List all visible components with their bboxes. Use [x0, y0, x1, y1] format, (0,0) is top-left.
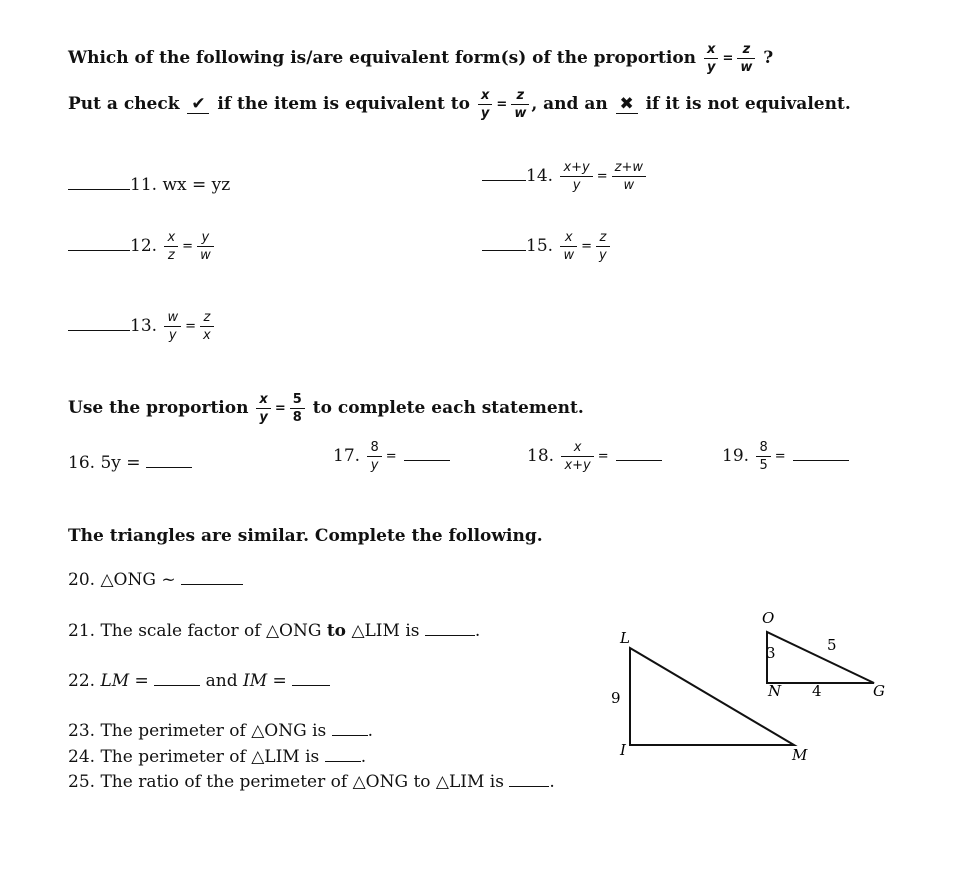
answer-blank-22-lm[interactable]	[154, 668, 200, 686]
question-25: 25. The ratio of the perimeter of △ONG to △LIM is .	[68, 769, 555, 792]
answer-blank-20[interactable]	[181, 567, 243, 585]
item-12: 12. $\frac{x}{z}$ = $\frac{y}{w}$	[68, 230, 216, 263]
x-mark-icon: ✖	[616, 96, 638, 114]
fraction-17: $\frac{8}{y}$	[367, 440, 381, 473]
label-l: L	[620, 629, 630, 647]
answer-blank-23[interactable]	[332, 718, 368, 736]
label-side-4: 4	[812, 682, 822, 700]
fraction-19: $\frac{8}{5}$	[756, 440, 770, 473]
answer-blank-24[interactable]	[325, 744, 361, 762]
fraction-15b: $\frac{z}{y}$	[596, 230, 610, 263]
answer-blank-12[interactable]	[68, 233, 130, 251]
answer-blank-15[interactable]	[482, 233, 526, 251]
proportion-fraction-1: $\frac{x}{y}$	[704, 42, 718, 75]
fraction-13a: $\frac{w}{y}$	[164, 310, 181, 343]
fraction-13b: $\frac{z}{x}$	[200, 310, 214, 343]
fraction-12b: $\frac{y}{w}$	[197, 230, 214, 263]
label-g: G	[873, 682, 885, 700]
question-text: Which of the following is/are equivalent form(s) of the proportion	[68, 48, 697, 68]
answer-blank-18[interactable]	[616, 443, 662, 461]
answer-blank-11[interactable]	[68, 172, 130, 190]
question-23: 23. The perimeter of △ONG is .	[68, 718, 373, 741]
fraction-12a: $\frac{x}{z}$	[164, 230, 178, 263]
section-2-fraction-1: $\frac{x}{y}$	[256, 392, 270, 425]
label-m: M	[792, 746, 808, 764]
triangle-ong	[767, 632, 874, 683]
fraction-15a: $\frac{x}{w}$	[560, 230, 577, 263]
question-21: 21. The scale factor of △ONG to △LIM is .	[68, 618, 480, 641]
item-14: 14. $\frac{x+y}{y}$ = $\frac{z+w}{w}$	[482, 160, 648, 193]
question-24: 24. The perimeter of △LIM is .	[68, 744, 366, 767]
question-22: 22. LM = and IM =	[68, 668, 330, 691]
label-o: O	[762, 609, 775, 627]
answer-blank-21[interactable]	[425, 618, 475, 636]
similar-triangles-diagram	[600, 600, 910, 780]
item-13: 13. $\frac{w}{y}$ = $\frac{z}{x}$	[68, 310, 216, 343]
section-2-title: Use the proportion $\frac{x}{y}$ = $\frac{5}{8}$ to complete each statement.	[68, 392, 584, 425]
item-11: 11. wx = yz	[68, 172, 230, 195]
label-side-9: 9	[611, 689, 621, 707]
fraction-14b: $\frac{z+w}{w}$	[612, 160, 646, 193]
section-2-fraction-2: $\frac{5}{8}$	[290, 392, 305, 425]
answer-blank-16[interactable]	[146, 450, 192, 468]
label-n: N	[768, 682, 782, 700]
section-3-title: The triangles are similar. Complete the following.	[68, 526, 543, 546]
answer-blank-25[interactable]	[509, 769, 549, 787]
answer-blank-19[interactable]	[793, 443, 849, 461]
label-i: I	[620, 741, 626, 759]
answer-blank-13[interactable]	[68, 313, 130, 331]
fraction-18: $\frac{x}{x+y}$	[561, 440, 593, 473]
question-header: Which of the following is/are equivalent form(s) of the proportion $\frac{x}{y}$ = $\frac{z}{w}$ ?	[68, 42, 774, 75]
answer-blank-22-im[interactable]	[292, 668, 330, 686]
instruction-line: Put a check ✔ if the item is equivalent to $\frac{x}{y}$ = $\frac{z}{w}$ , and an ✖ if it is not equivalent.	[68, 88, 851, 121]
question-20: 20. △ONG ~	[68, 567, 243, 590]
label-side-3: 3	[766, 644, 776, 662]
fraction-14a: $\frac{x+y}{y}$	[560, 160, 592, 193]
question-19: 19. $\frac{8}{5}$ =	[722, 440, 849, 473]
question-17: 17. $\frac{8}{y}$ =	[333, 440, 450, 473]
proportion-fraction-3: $\frac{x}{y}$	[478, 88, 492, 121]
equation-11: wx = yz	[162, 175, 231, 195]
question-16: 16. 5y =	[68, 450, 192, 473]
checkmark-icon: ✔	[187, 96, 209, 114]
question-18: 18. $\frac{x}{x+y}$ =	[527, 440, 662, 473]
label-side-5: 5	[827, 636, 837, 654]
proportion-fraction-2: $\frac{z}{w}$	[737, 42, 755, 75]
proportion-fraction-4: $\frac{z}{w}$	[511, 88, 529, 121]
item-15: 15. $\frac{x}{w}$ = $\frac{z}{y}$	[482, 230, 612, 263]
answer-blank-17[interactable]	[404, 443, 450, 461]
answer-blank-14[interactable]	[482, 163, 526, 181]
